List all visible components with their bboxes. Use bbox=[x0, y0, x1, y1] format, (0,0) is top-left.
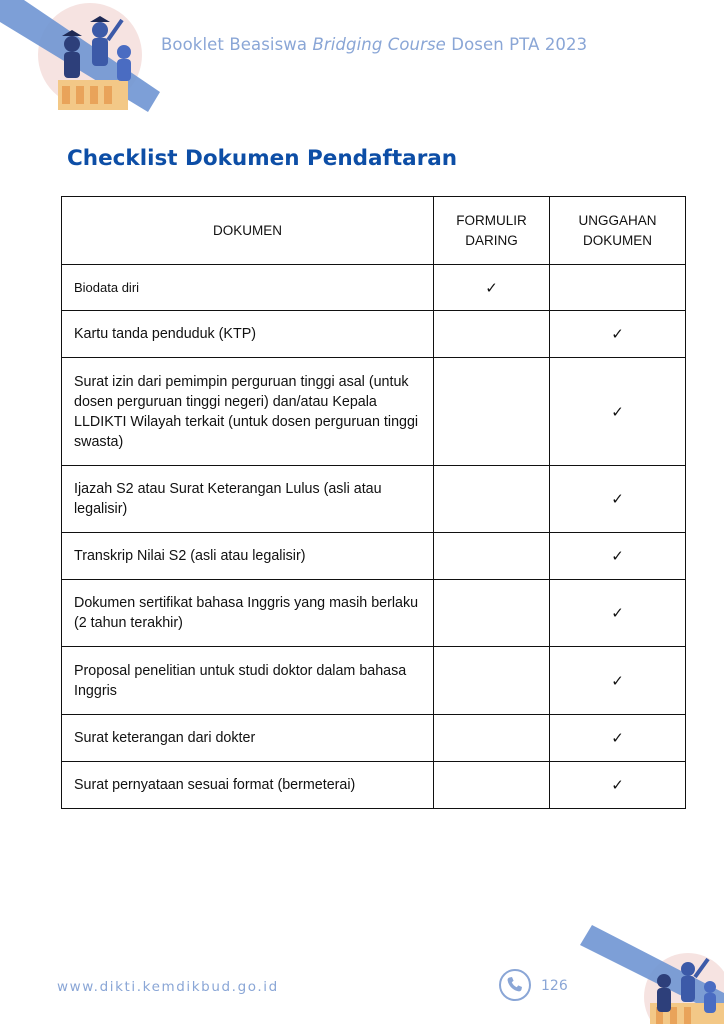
document-cell: Dokumen sertifikat bahasa Inggris yang masih berlaku (2 tahun terakhir) bbox=[62, 580, 434, 647]
column-header-unggahan: UNGGAHAN DOKUMEN bbox=[550, 197, 686, 265]
table-row bbox=[62, 466, 686, 533]
unggahan-check-cell: ✓ bbox=[550, 580, 686, 647]
unggahan-check-cell: ✓ bbox=[550, 358, 686, 466]
document-cell: Kartu tanda penduduk (KTP) bbox=[62, 311, 434, 358]
formulir-check-cell bbox=[434, 762, 550, 809]
booklet-header bbox=[161, 35, 587, 54]
page-title: Checklist Dokumen Pendaftaran bbox=[67, 146, 458, 171]
document-cell: Surat keterangan dari dokter bbox=[62, 715, 434, 762]
formulir-check-cell bbox=[434, 358, 550, 466]
document-cell: Proposal penelitian untuk studi doktor dalam bahasa Inggris bbox=[62, 647, 434, 715]
table-header-row bbox=[62, 197, 686, 265]
table-row bbox=[62, 762, 686, 809]
formulir-check-cell bbox=[434, 311, 550, 358]
table-row bbox=[62, 265, 686, 311]
formulir-check-cell bbox=[434, 715, 550, 762]
formulir-check-cell bbox=[434, 647, 550, 715]
unggahan-check-cell: ✓ bbox=[550, 533, 686, 580]
phone-icon bbox=[498, 968, 532, 1002]
table-row bbox=[62, 533, 686, 580]
table-row bbox=[62, 647, 686, 715]
unggahan-check-cell bbox=[550, 265, 686, 311]
graduation-illustration-bottom bbox=[580, 925, 724, 1024]
table-row bbox=[62, 311, 686, 358]
formulir-check-cell bbox=[434, 580, 550, 647]
header-italic: Bridging Course bbox=[312, 35, 446, 54]
graduation-illustration-top bbox=[0, 0, 170, 120]
header-prefix: Booklet Beasiswa bbox=[161, 35, 313, 54]
table-row bbox=[62, 358, 686, 466]
table-row bbox=[62, 580, 686, 647]
footer-website-url: www.dikti.kemdikbud.go.id bbox=[57, 979, 279, 995]
formulir-check-cell: ✓ bbox=[434, 265, 550, 311]
unggahan-check-cell: ✓ bbox=[550, 647, 686, 715]
document-cell: Surat pernyataan sesuai format (bermeterai) bbox=[62, 762, 434, 809]
unggahan-check-cell: ✓ bbox=[550, 715, 686, 762]
document-cell: Biodata diri bbox=[62, 265, 434, 311]
document-cell: Transkrip Nilai S2 (asli atau legalisir) bbox=[62, 533, 434, 580]
document-cell: Ijazah S2 atau Surat Keterangan Lulus (asli atau legalisir) bbox=[62, 466, 434, 533]
formulir-check-cell bbox=[434, 533, 550, 580]
formulir-check-cell bbox=[434, 466, 550, 533]
header-suffix: Dosen PTA 2023 bbox=[445, 35, 588, 54]
document-checklist-table bbox=[61, 196, 686, 809]
unggahan-check-cell: ✓ bbox=[550, 762, 686, 809]
page-number: 126 bbox=[541, 978, 568, 994]
unggahan-check-cell: ✓ bbox=[550, 311, 686, 358]
table-row bbox=[62, 715, 686, 762]
document-cell: Surat izin dari pemimpin perguruan tinggi asal (untuk dosen perguruan tinggi negeri) dan/atau Kepala LLDIKTI Wilayah terkait (untuk dosen perguruan tinggi swasta) bbox=[62, 358, 434, 466]
column-header-dokumen: DOKUMEN bbox=[62, 197, 434, 265]
column-header-formulir: FORMULIR DARING bbox=[434, 197, 550, 265]
unggahan-check-cell: ✓ bbox=[550, 466, 686, 533]
